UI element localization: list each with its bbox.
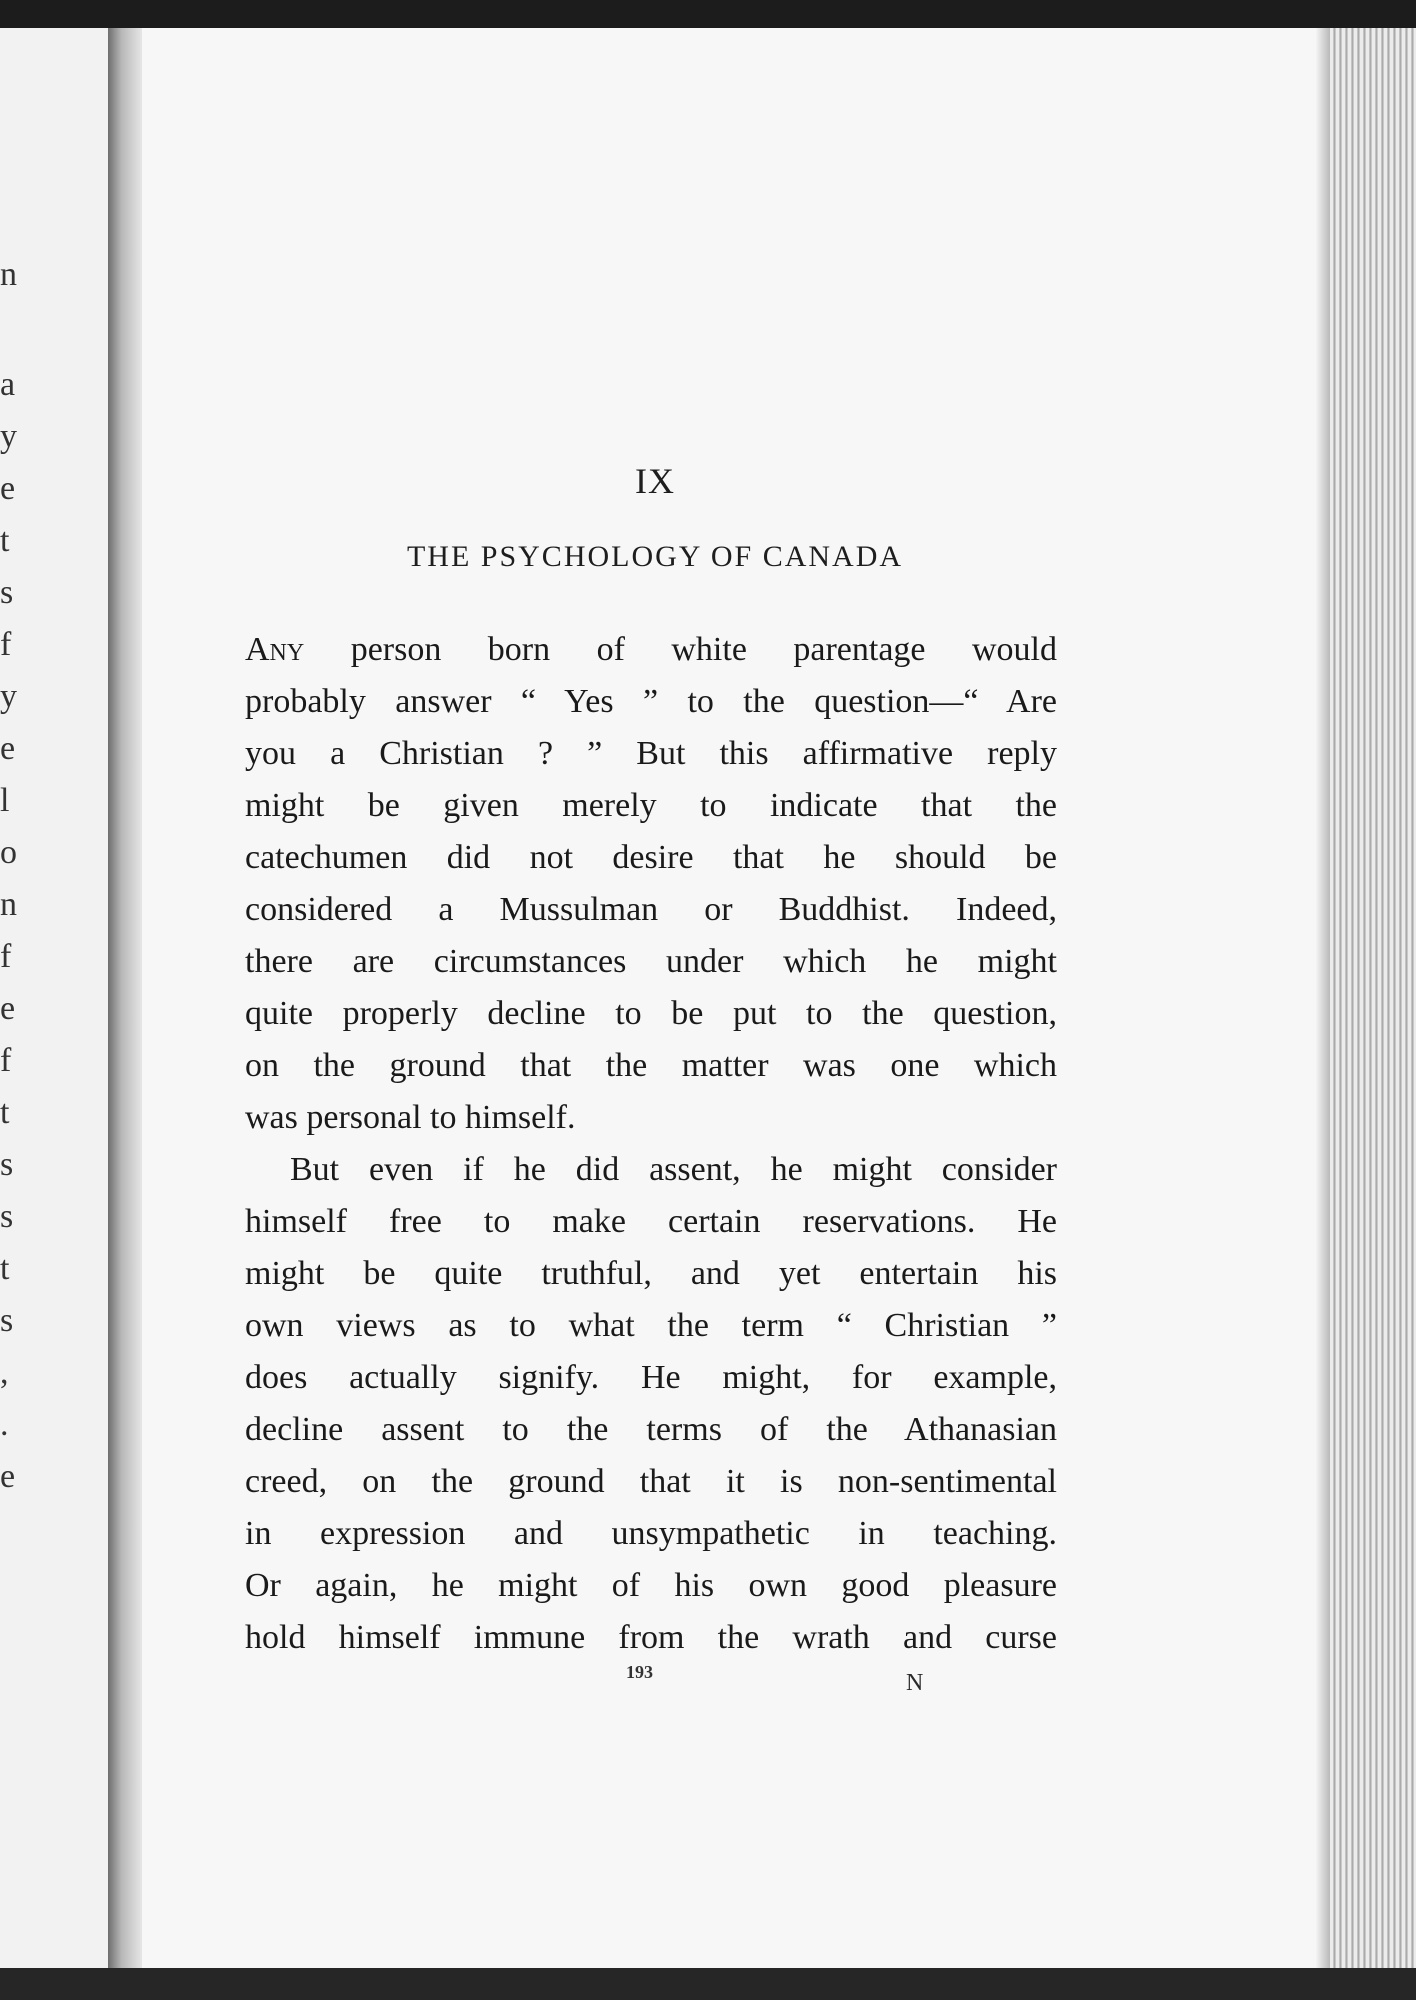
left-edge-letter: l bbox=[0, 782, 10, 819]
text-line: Or again, he might of his own good pleasure bbox=[245, 1567, 1057, 1604]
drop-word: Any bbox=[245, 631, 305, 668]
left-edge-letter: t bbox=[0, 522, 10, 559]
text-line: hold himself immune from the wrath and curse bbox=[245, 1619, 1057, 1656]
left-edge-letter: n bbox=[0, 256, 17, 293]
left-edge-letter: t bbox=[0, 1250, 10, 1287]
text-line: there are circumstances under which he might bbox=[245, 943, 1057, 980]
text-line: But even if he did assent, he might consider bbox=[290, 1151, 1057, 1188]
text-line: creed, on the ground that it is non-sentimental bbox=[245, 1463, 1057, 1500]
left-edge-letter: s bbox=[0, 1302, 14, 1339]
text-line: was personal to himself. bbox=[245, 1099, 576, 1136]
page-number: 193 bbox=[626, 1662, 653, 1682]
book-gutter bbox=[108, 28, 142, 1968]
left-edge-letter: e bbox=[0, 470, 16, 507]
scan-bottom-border bbox=[0, 1968, 1416, 2000]
text-line: might be given merely to indicate that the bbox=[245, 787, 1057, 824]
text-line: quite properly decline to be put to the question, bbox=[245, 995, 1057, 1032]
text-line: might be quite truthful, and yet entertain his bbox=[245, 1255, 1057, 1292]
left-edge-letter: s bbox=[0, 574, 14, 611]
left-edge-letter: , bbox=[0, 1354, 9, 1391]
paragraph-1 bbox=[245, 624, 1057, 1144]
text-line: on the ground that the matter was one which bbox=[245, 1047, 1057, 1084]
text-line: himself free to make certain reservations. He bbox=[245, 1203, 1057, 1240]
left-edge-letter: e bbox=[0, 730, 16, 767]
left-edge-letter: f bbox=[0, 626, 12, 663]
left-edge-letter: s bbox=[0, 1198, 14, 1235]
chapter-number: IX bbox=[635, 461, 675, 501]
text-line: probably answer “ Yes ” to the question—“ Are bbox=[245, 683, 1057, 720]
left-edge-letter: y bbox=[0, 418, 17, 455]
text-line: considered a Mussulman or Buddhist. Indeed, bbox=[245, 891, 1057, 928]
text-line: in expression and unsympathetic in teaching. bbox=[245, 1515, 1057, 1552]
left-edge-letter: y bbox=[0, 678, 17, 715]
scan-top-border bbox=[0, 0, 1416, 28]
body-text bbox=[245, 624, 1057, 1664]
left-edge-letter: n bbox=[0, 886, 17, 923]
left-edge-letter: a bbox=[0, 366, 16, 403]
left-facing-page bbox=[0, 28, 110, 1968]
text-line-rest: person born of white parentage would bbox=[304, 631, 1057, 668]
chapter-title: THE PSYCHOLOGY OF CANADA bbox=[406, 540, 904, 573]
text-line: decline assent to the terms of the Athanasian bbox=[245, 1411, 1057, 1448]
left-edge-letter: s bbox=[0, 1146, 14, 1183]
left-edge-letter: f bbox=[0, 938, 12, 975]
paragraph-2 bbox=[245, 1144, 1057, 1664]
text-line bbox=[245, 624, 1057, 676]
text-line: you a Christian ? ” But this affirmative reply bbox=[245, 735, 1057, 772]
page-block-edges bbox=[1330, 28, 1416, 1968]
left-edge-letter: e bbox=[0, 1458, 16, 1495]
left-edge-letter: e bbox=[0, 990, 16, 1027]
left-edge-letter: . bbox=[0, 1406, 9, 1443]
left-edge-letter: t bbox=[0, 1094, 10, 1131]
signature-mark: N bbox=[906, 1670, 924, 1696]
text-line: does actually signify. He might, for example, bbox=[245, 1359, 1057, 1396]
left-edge-letter: o bbox=[0, 834, 17, 871]
text-line: catechumen did not desire that he should be bbox=[245, 839, 1057, 876]
text-line: own views as to what the term “ Christian ” bbox=[245, 1307, 1057, 1344]
left-edge-letter: f bbox=[0, 1042, 12, 1079]
